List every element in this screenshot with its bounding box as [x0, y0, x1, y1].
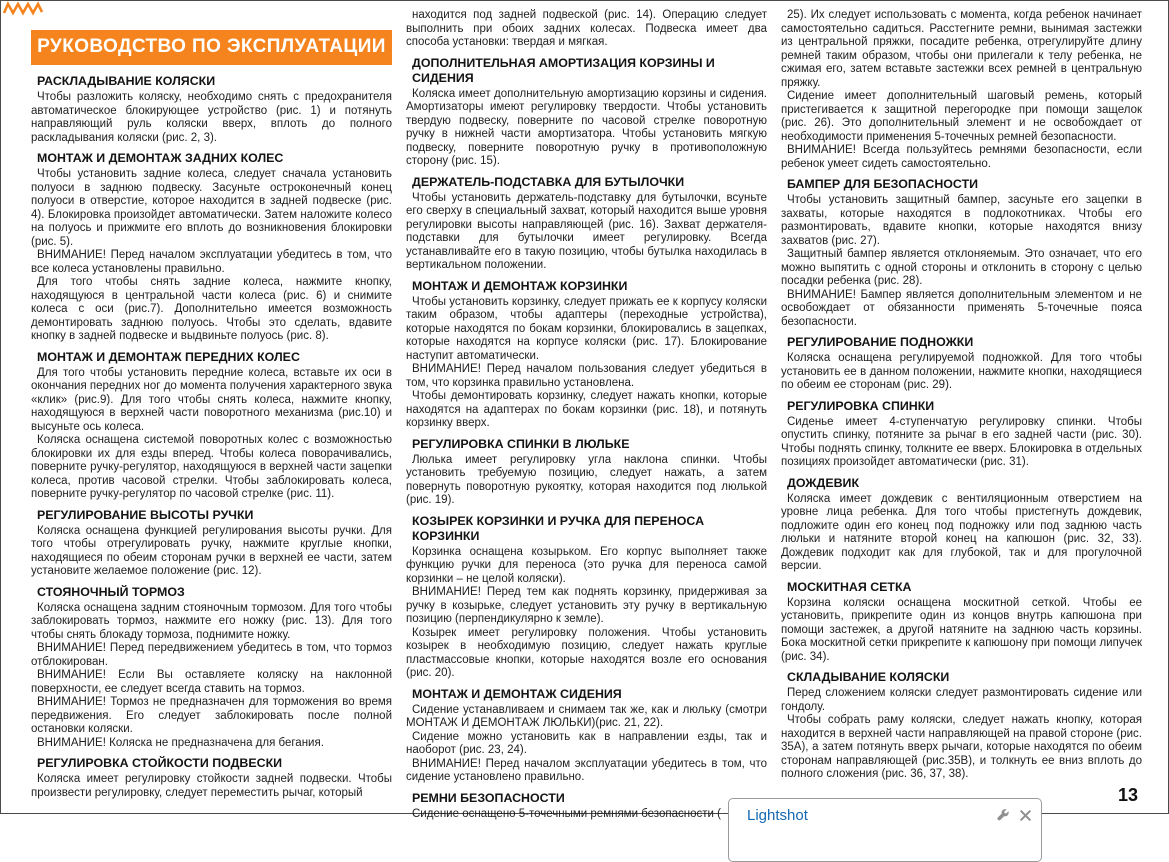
column-2: [406, 9, 767, 820]
paragraph: Корзинка оснащена козырьком. Его корпус выполняет также функцию ручки для переноса (это ручка для переноса самой корзинки – не целой коляски).: [406, 545, 767, 585]
paragraph: Чтобы собрать раму коляски, следует нажать кнопку, которая находится в верхней части направляющей на правой стороне (рис. 35А), а затем потянуть вверх рычаги, которые находятся по обеим сторонам направляющей (рис.35В), и толкнуть ее вниз вплоть до полного сложения (рис. 36, 37, 38).: [781, 714, 1142, 780]
section-heading: БАМПЕР ДЛЯ БЕЗОПАСНОСТИ: [787, 177, 979, 191]
section-heading: МОНТАЖ И ДЕМОНТАЖ ЗАДНИХ КОЛЕС: [37, 151, 284, 165]
column-3: [781, 9, 1142, 811]
section-heading: РЕГУЛИРОВКА СПИНКИ В ЛЮЛЬКЕ: [412, 436, 630, 451]
paragraph: Чтобы установить корзинку, следует прижать ее к корпусу коляски таким образом, чтобы адаптеры (переходные устройства), которые находятся по бокам корзинки, блокировались в зацепках, которые находятся на корпусе коляски (рис. 17). Блокирование наступит автоматически.: [406, 295, 767, 362]
paragraph: Чтобы установить держатель-подставку для бутылочки, всуньте его сверху в специальный захват, который находится выше уровня регулировки высоты направляющей (рис. 16). Захват держателя-подставки для бутылочки имеет регулировку. Всегда устанавливайте его в такую позицию, чтобы бутылка находилась в вертикальном положении.: [406, 191, 767, 271]
paragraph: ВНИМАНИЕ! Коляска не предназначена для бегания.: [37, 736, 324, 749]
section-heading: МОСКИТНАЯ СЕТКА: [787, 579, 912, 594]
paragraph: Чтобы демонтировать корзинку, следует нажать кнопки, которые находятся на адаптерах по бокам корзинки (рис. 18), и потянуть корзинку вверх.: [406, 390, 767, 429]
paragraph: Чтобы установить задние колеса, следует сначала установить полуоси в заднюю подвеску. Засуньте остроконечный конец полуоси в отверстие, которое находится в задней подвеске (рис. 4). Блокировка произойдет автоматически. Затем наложите колесо на полуось и прижмите его вплоть до возникновения блокировки (рис. 5).: [31, 168, 392, 248]
section-heading: МОНТАЖ И ДЕМОНТАЖ СИДЕНИЯ: [412, 686, 622, 701]
paragraph: Сидение имеет дополнительный шаговый ремень, который пристегивается к защитной перегородке при помощи защелок (рис. 26). Это дополнительный элемент и не освобождает от необходимости применения 5-точечных ремней безопасности.: [781, 90, 1142, 143]
paragraph: Корзина коляски оснащена москитной сеткой. Чтобы ее установить, прикрепите один из концов внутрь капюшона при помощи застежек, а другой натяните на заднюю часть корзины. Бока москитной сетки прикрепите к капюшону при помощи липучек (рис. 34).: [781, 596, 1142, 663]
close-icon[interactable]: [1020, 810, 1031, 821]
paragraph: Для того чтобы снять задние колеса, нажмите кнопку, находящуюся в центральной части колеса (рис. 6) и снимите колеса с оси (рис.7). Дополнительно имеется возможность демонтировать заднюю полуось. Чтобы это сделать, вдавите кнопку в задней подвеске и выдвиньте полуось (рис. 8).: [31, 276, 392, 342]
manual-title-banner: [31, 30, 392, 65]
section-heading: ДОПОЛНИТЕЛЬНАЯ АМОРТИЗАЦИЯ КОРЗИНЫ И СИДЕНИЯ: [412, 55, 715, 85]
paragraph: ВНИМАНИЕ! Перед началом пользования следует убедиться в том, что корзинка правильно установлена.: [406, 363, 767, 389]
section-heading: РАСКЛАДЫВАНИЕ КОЛЯСКИ: [37, 74, 216, 88]
section-heading: СКЛАДЫВАНИЕ КОЛЯСКИ: [787, 670, 950, 684]
paragraph: ВНИМАНИЕ! Бампер является дополнительным элементом и не освобождает от обязанности применять 5-точечные пояса безопасности.: [781, 288, 1142, 328]
section-heading: РЕГУЛИРОВАНИЕ ПОДНОЖКИ: [787, 335, 974, 349]
section-heading: ДЕРЖАТЕЛЬ-ПОДСТАВКА ДЛЯ БУТЫЛОЧКИ: [412, 174, 685, 189]
lightshot-app-link[interactable]: Lightshot: [747, 807, 808, 824]
section-heading: СТОЯНОЧНЫЙ ТОРМОЗ: [37, 584, 185, 599]
paragraph: Коляска имеет дождевик с вентиляционным отверстием на уровне лица ребенка. Для того чтобы пристегнуть дождевик, подложите один его конец под подножку или под заднюю часть люльки и натяните второй конец на капюшон (рис. 32, 33). Дождевик подходит как для глубокой, так и для прогулочной версии.: [781, 492, 1142, 572]
paragraph: Для того чтобы установить передние колеса, вставьте их оси в окончания передних ног до момента получения характерного звука «клик» (рис.9). Для того чтобы снять колеса, нажмите кнопку, находящуюся в верхней части поворотного механизма (рис.10) и высуньте ось колеса.: [31, 366, 392, 433]
section-heading: РЕМНИ БЕЗОПАСНОСТИ: [412, 790, 565, 805]
paragraph: Коляска оснащена задним стояночным тормозом. Для того чтобы заблокировать тормоз, нажмите его ножку (рис. 13). Для того чтобы снять блокаду тормоза, поднимите ножку.: [31, 601, 392, 641]
lightshot-popup: [728, 798, 1042, 862]
paragraph: ВНИМАНИЕ! Перед началом эксплуатации убедитесь в том, что сидение установлено правильно.: [406, 757, 767, 783]
paragraph: 25). Их следует использовать с момента, когда ребенок начинает самостоятельно садиться. Расстегните ремни, вынимая застежки из центральной пряжки, посадите ребенка, отрегулируйте длину ремней таким образом, чтобы они прилегали к телу ребенка, не сжимая его, затем вставьте застежки всех ремней в центральную пряжку.: [781, 9, 1142, 89]
section-heading: РЕГУЛИРОВКА СТОЙКОСТИ ПОДВЕСКИ: [37, 756, 283, 770]
paragraph: ВНИМАНИЕ! Перед началом эксплуатации убедитесь в том, что все колеса установлены правильно.: [31, 249, 392, 275]
paragraph: находится под задней подвеской (рис. 14). Операцию следует выполнить при обоих задних колесах. Подвеска имеет два способа установки: твердая и мягкая.: [406, 9, 767, 48]
paragraph: Козырек имеет регулировку положения. Чтобы установить козырек в необходимую позицию, следует нажать круглые пластмассовые кнопки, которые находятся возле его основания (рис. 20).: [406, 626, 767, 679]
paragraph: Коляска оснащена функцией регулирования высоты ручки. Для того чтобы отрегулировать ручку, нажмите круглые кнопки, находящиеся по обеим сторонам ручки в верхней ее части, затем установите желаемое положение (рис. 12).: [31, 524, 392, 577]
paragraph: Коляска имеет дополнительную амортизацию корзины и сидения. Амортизаторы имеют регулировку твердости. Чтобы установить твердую подвеску, поверните по часовой стрелке поворотную ручку в нижней части амортизатора. Чтобы установить мягкую подвеску, поверните поворотную ручку в противоположную сторону (рис. 15).: [406, 87, 767, 167]
paragraph: Сидение можно установить как в направлении езды, так и наоборот (рис. 23, 24).: [406, 730, 767, 756]
paragraph: Сиденье имеет 4-ступенчатую регулировку спинки. Чтобы опустить спинку, потяните за рычаг в его задней части (рис. 30). Чтобы поднять спинку, толкните ее вверх. Блокировка в отдельных позициях произойдет автоматически (рис. 31).: [781, 415, 1142, 468]
column-1: [31, 9, 392, 811]
popup-icon-group: [997, 809, 1031, 822]
section-heading: МОНТАЖ И ДЕМОНТАЖ КОРЗИНКИ: [412, 278, 628, 293]
paragraph: ВНИМАНИЕ! Перед тем как поднять корзинку, придерживая за ручку в козырьке, следует установить эту ручку в вертикальную позицию (перпендикулярно к земле).: [406, 586, 767, 625]
paragraph: Люлька имеет регулировку угла наклона спинки. Чтобы установить требуемую позицию, следует нажать, а затем повернуть поворотную рукоятку, которая находится под люлькой (рис. 19).: [406, 453, 767, 506]
paragraph: ВНИМАНИЕ! Всегда пользуйтесь ремнями безопасности, если ребенок умеет сидеть самостоятельно.: [781, 144, 1142, 170]
paragraph: Коляска имеет регулировку стойкости задней подвески. Чтобы произвести регулировку, следует переместить рычаг, который: [31, 773, 392, 799]
section-heading: МОНТАЖ И ДЕМОНТАЖ ПЕРЕДНИХ КОЛЕС: [37, 349, 300, 364]
paragraph: ВНИМАНИЕ! Перед передвижением убедитесь в том, что тормоз отблокирован.: [31, 642, 392, 668]
page-number: 13: [1117, 785, 1138, 805]
paragraph: Чтобы установить защитный бампер, засуньте его зацепки в захваты, которые находятся в подлокотниках. Чтобы его размонтировать, вдавите кнопки, которые находятся внизу захватов (рис. 27).: [781, 194, 1142, 247]
section-heading: ДОЖДЕВИК: [787, 475, 860, 490]
paragraph: ВНИМАНИЕ! Если Вы оставляете коляску на наклонной поверхности, ее следует всегда ставить на тормоз.: [31, 669, 392, 695]
page-title: РУКОВОДСТВО ПО ЭКСПЛУАТАЦИИ: [37, 36, 386, 57]
paragraph: Коляска оснащена системой поворотных колес с возможностью блокировки их для езды вперед. Чтобы колеса поворачивались, поверните ручку-регулятор, находящуюся в верхней части зацепки колеса, против часовой стрелки. Чтобы заблокировать колеса, поверните ручку-регулятор по часовой стрелке (рис. 11).: [31, 434, 392, 500]
wrench-icon[interactable]: [997, 809, 1010, 822]
paragraph: Перед сложением коляски следует размонтировать сидение или гондолу.: [781, 687, 1142, 713]
paragraph: ВНИМАНИЕ! Тормоз не предназначен для торможения во время передвижения. Его следует заблокировать после полной остановки коляски.: [31, 696, 392, 735]
paragraph: Коляска оснащена регулируемой подножкой. Для того чтобы установить ее в данном положении, нажмите кнопки, находящиеся по обеим ее сторонам (рис. 29).: [781, 352, 1142, 391]
paragraph: Сидение устанавливаем и снимаем так же, как и люльку (смотри МОНТАЖ И ДЕМОНТАЖ ЛЮЛЬКИ)(рис. 21, 22).: [406, 703, 767, 729]
section-heading: РЕГУЛИРОВКА СПИНКИ: [787, 398, 935, 413]
paragraph: Сидение оснащено 5-точечными ремнями безопасности (: [412, 807, 721, 820]
paragraph: Защитный бампер является отклоняемым. Это означает, что его можно выпятить с одной стороны и отклонить в сторону с целью посадки ребенка (рис. 28).: [781, 248, 1142, 287]
section-heading: КОЗЫРЕК КОРЗИНКИ И РУЧКА ДЛЯ ПЕРЕНОСА КОРЗИНКИ: [412, 513, 705, 543]
section-heading: РЕГУЛИРОВАНИЕ ВЫСОТЫ РУЧКИ: [37, 507, 254, 522]
paragraph: Чтобы разложить коляску, необходимо снять с предохранителя автоматическое блокирующее устройство (рис. 1) и потянуть направляющий руль коляски вверх, вплоть до полного раскладывания коляски (рис. 2, 3).: [31, 91, 392, 144]
